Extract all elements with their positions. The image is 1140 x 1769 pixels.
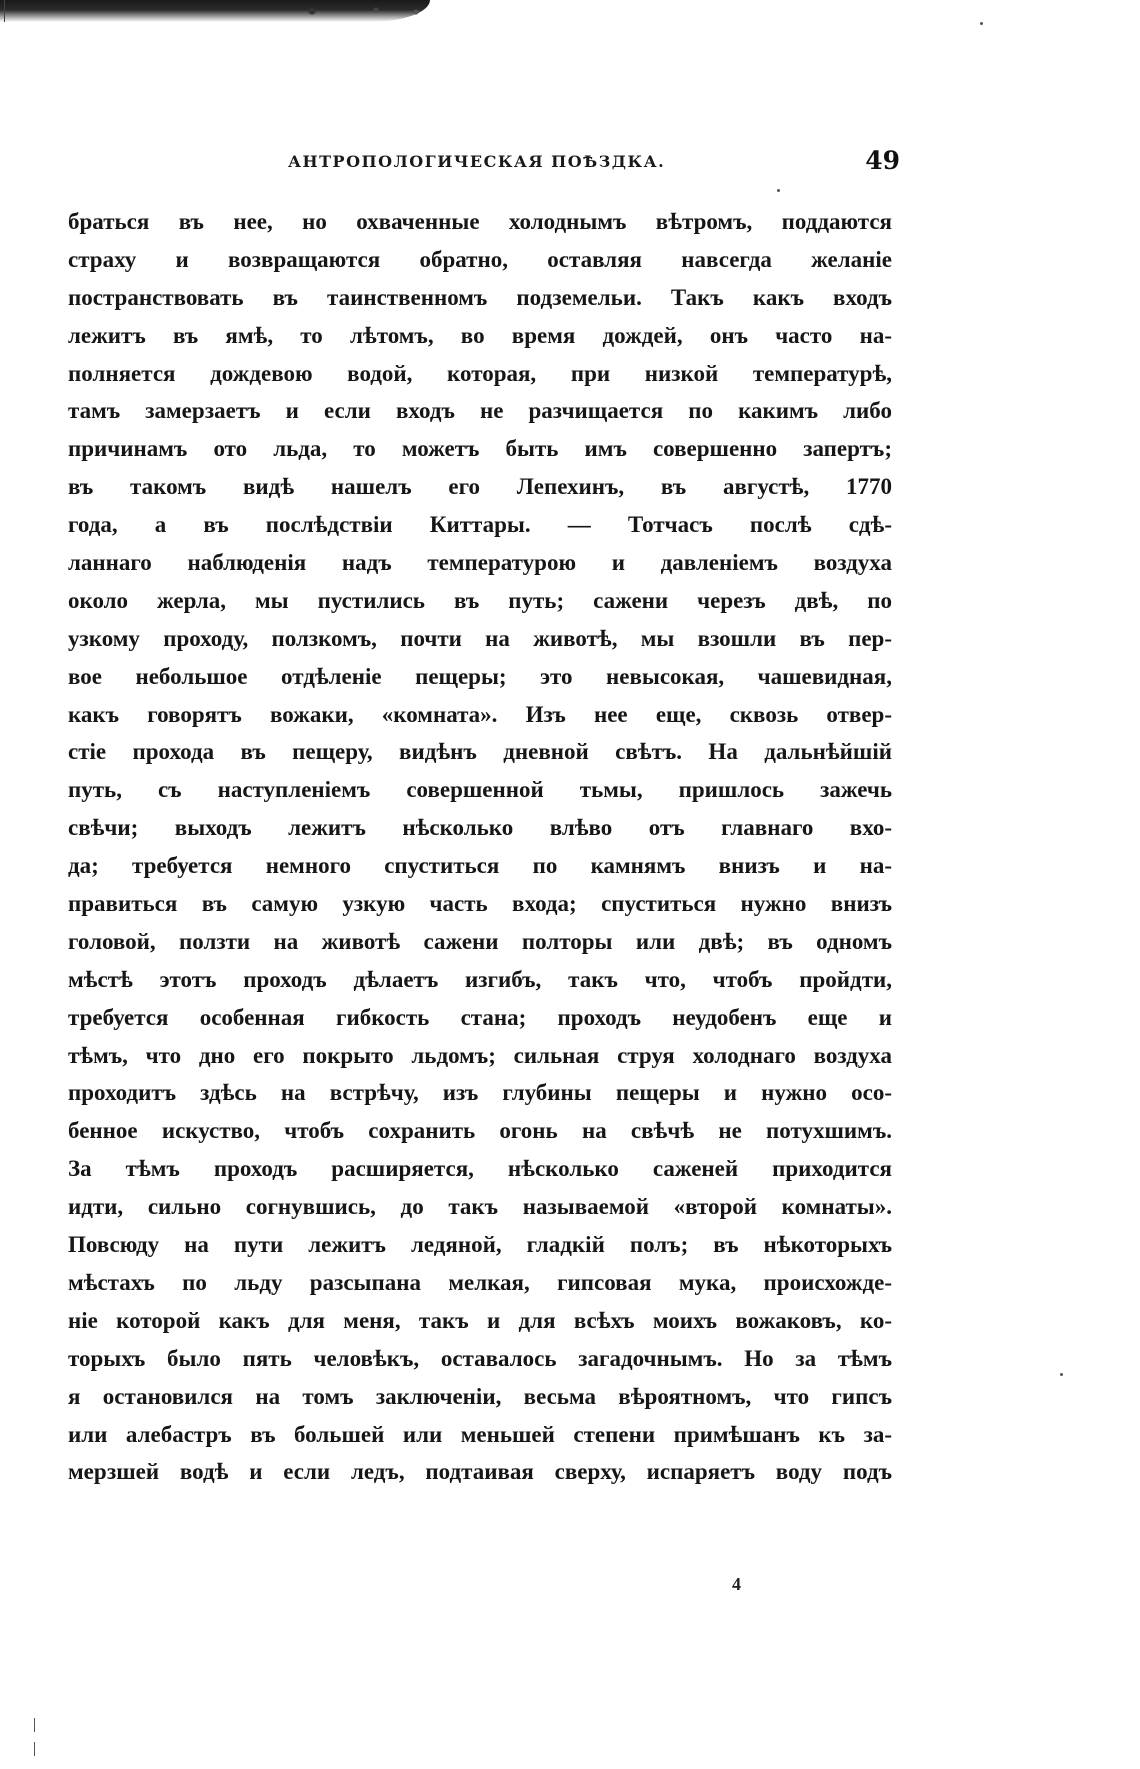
scan-speck [1060, 1373, 1063, 1376]
text-line: путь, съ наступленіемъ совершенной тьмы, пришлось зажечь [68, 777, 892, 803]
text-line: причинамъ ото льда, то можетъ быть имъ совершенно запертъ; [68, 436, 892, 462]
text-line: мерзшей водѣ и если ледъ, подтаивая сверху, испаряетъ воду подъ [68, 1459, 892, 1485]
text-line: ланнаго наблюденія надъ температурою и давленіемъ воздуха [68, 550, 892, 576]
text-line: въ такомъ видѣ нашелъ его Лепехинъ, въ августѣ, 1770 [68, 474, 892, 500]
running-head: АНТРОПОЛОГИЧЕСКАЯ ПОѢЗДКА. [288, 152, 666, 171]
text-line: да; требуется немного спуститься по камнямъ внизъ и на- [68, 853, 892, 879]
text-line: требуется особенная гибкость стана; проходъ неудобенъ еще и [68, 1004, 892, 1030]
scan-shadow [0, 0, 430, 22]
text-line: вое небольшое отдѣленіе пещеры; это невысокая, чашевидная, [68, 663, 892, 689]
text-line: За тѣмъ проходъ расширяется, нѣсколько саженей приходится [68, 1156, 892, 1182]
page-header [288, 146, 900, 182]
text-line: торыхъ было пять человѣкъ, оставалось загадочнымъ. Но за тѣмъ [68, 1345, 892, 1371]
text-line: правиться въ самую узкую часть входа; спуститься нужно внизъ [68, 891, 892, 917]
text-line: бенное искуство, чтобъ сохранить огонь на свѣчѣ не потухшимъ. [68, 1118, 892, 1144]
scan-speck [777, 189, 780, 192]
text-line: ніе которой какъ для меня, такъ и для всѣхъ моихъ вожаковъ, ко- [68, 1307, 892, 1333]
printer-signature-mark: 4 [732, 1574, 741, 1594]
scan-edge-mark [4, 0, 5, 22]
text-line: идти, сильно согнувшись, до такъ называемой «второй комнаты». [68, 1194, 892, 1220]
text-line: лежитъ въ ямѣ, то лѣтомъ, во время дождей, онъ часто на- [68, 322, 892, 348]
text-line: около жерла, мы пустились въ путь; сажени черезъ двѣ, по [68, 587, 892, 613]
text-line: полняется дождевою водой, которая, при низкой температурѣ, [68, 360, 892, 386]
text-line: стіе прохода въ пещеру, видѣнъ дневной свѣтъ. На дальнѣйшій [68, 739, 892, 765]
text-line: постранствовать въ таинственномъ подземельи. Такъ какъ входъ [68, 284, 892, 310]
text-line: Повсюду на пути лежитъ ледяной, гладкій полъ; въ нѣкоторыхъ [68, 1232, 892, 1258]
scan-edge-mark [34, 1742, 35, 1756]
body-text [68, 203, 892, 1491]
text-line: какъ говорятъ вожаки, «комната». Изъ нее еще, сквозь отвер- [68, 701, 892, 727]
text-line: браться въ нее, но охваченные холоднымъ вѣтромъ, поддаются [68, 209, 892, 234]
text-line: тамъ замерзаетъ и если входъ не разчищается по какимъ либо [68, 398, 892, 424]
text-line: мѣстахъ по льду разсыпана мелкая, гипсовая мука, происхожде- [68, 1269, 892, 1295]
text-line: года, а въ послѣдствіи Киттары. — Тотчасъ послѣ сдѣ- [68, 512, 892, 538]
text-line: свѣчи; выходъ лежитъ нѣсколько влѣво отъ главнаго вхо- [68, 815, 892, 841]
text-line: узкому проходу, ползкомъ, почти на животѣ, мы взошли въ пер- [68, 625, 892, 651]
page-number: 49 [865, 146, 900, 175]
text-line: тѣмъ, что дно его покрыто льдомъ; сильная струя холоднаго воздуха [68, 1042, 892, 1068]
text-line: проходитъ здѣсь на встрѣчу, изъ глубины пещеры и нужно осо- [68, 1080, 892, 1106]
text-line: мѣстѣ этотъ проходъ дѣлаетъ изгибъ, такъ что, чтобъ пройдти, [68, 966, 892, 992]
scan-edge-mark [34, 1718, 35, 1732]
scan-speck [980, 22, 983, 25]
text-line: или алебастръ въ большей или меньшей степени примѣшанъ къ за- [68, 1421, 892, 1447]
text-line: страху и возвращаются обратно, оставляя навсегда желаніе [68, 246, 892, 272]
text-line: головой, ползти на животѣ сажени полторы или двѣ; въ одномъ [68, 928, 892, 954]
text-line: я остановился на томъ заключеніи, весьма вѣроятномъ, что гипсъ [68, 1383, 892, 1409]
